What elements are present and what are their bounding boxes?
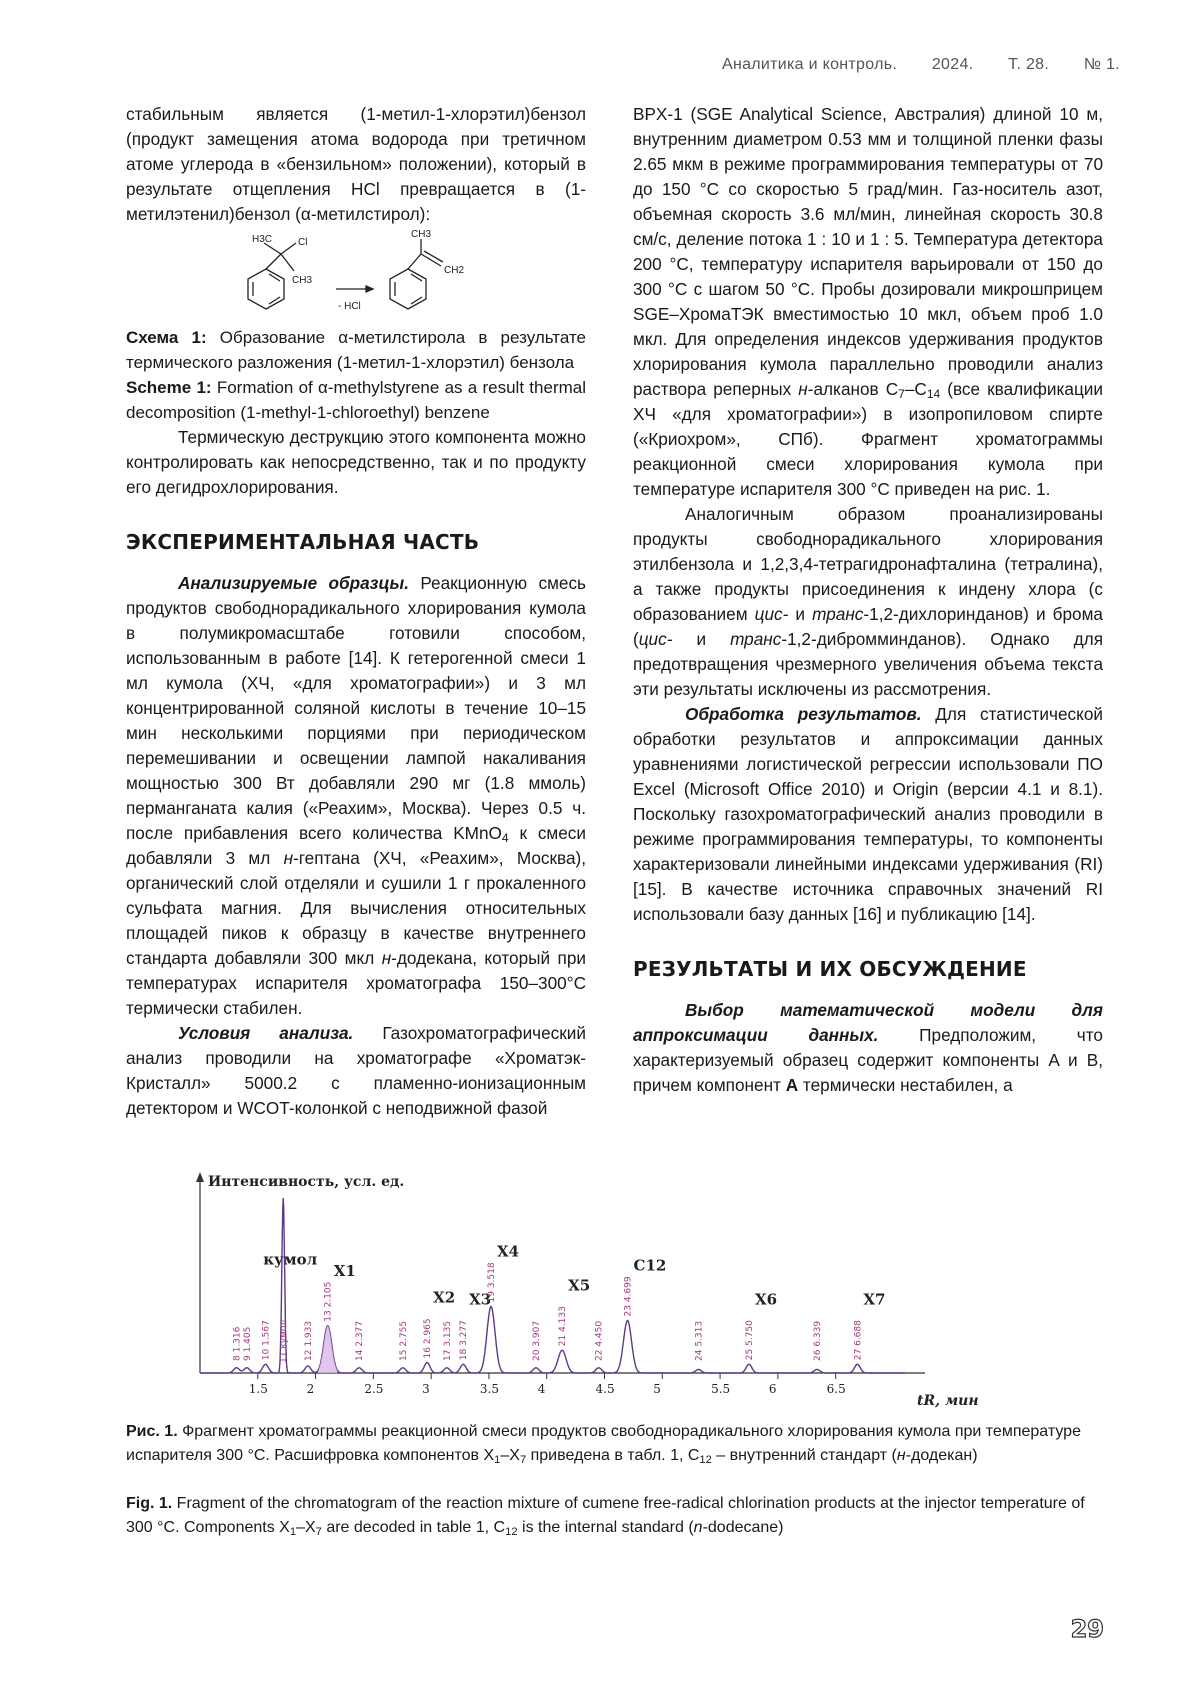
journal-year: 2024. — [931, 56, 974, 73]
peak-id-label: 20 3.907 — [531, 1320, 542, 1361]
x-tick-label: 4 — [537, 1382, 546, 1396]
peak-id-label: 26 6.339 — [813, 1320, 824, 1361]
peak-id-label: 13 2.105 — [323, 1281, 334, 1322]
scheme-ch3-label-a: CH3 — [292, 275, 313, 286]
x-tick-label: 6 — [768, 1382, 777, 1396]
column-params-paragraph: BPX-1 (SGE Analytical Science, Австралия) длиной 10 м, внутренним диаметром 0.53 мм и толщиной пленки фазы 2.65 мкм в режиме программирования температуры от 70 до 150 °С со скоростью 5 град/мин. Газ-носитель азот, объемная скорость 3.6 мл/мин, линейная скорость 30.8 см/с, деление потока 1 : 10 и 1 : 5. Температура детектора 200 °С, температуру испарителя варьировали от 150 до 300 °С с шагом 50 °С. Пробы дозировали микрошприцем SGE–ХромаТЭК вместимостью 10 мкл, объем проб 1.0 мкл. Для определения индексов удерживания продуктов хлорирования кумола параллельно проводили анализ раствора реперных н-алканов $C_7-C_{14}$ (все квалификации ХЧ «для хроматографии») в изопропиловом спирте («Криохром», СПб). Фрагмент хроматограммы реакционной смеси хлорирования кумола при температуре испарителя 300 °С приведен на рис. 1. — [633, 104, 1103, 499]
figure-caption-ru: Рис. 1. Фрагмент хроматограммы реакционной смеси продуктов свободнорадикального хлорирования кумола при температуре испарителя 300 °С. Расшифровка компонентов $X_1-X_7$ приведена в табл. 1, $C_{12}$ – внутренний стандарт (н-додекан) — [126, 1423, 1081, 1466]
peak-id-label: 16 2.965 — [423, 1318, 434, 1359]
section-heading-experimental: ЭКСПЕРИМЕНТАЛЬНАЯ ЧАСТЬ — [126, 530, 480, 554]
peak-label: X6 — [754, 1290, 778, 1309]
peak-id-label: 27 6.688 — [853, 1320, 864, 1361]
x-tick-label: 6.5 — [826, 1382, 846, 1396]
peak-label: C12 — [633, 1256, 667, 1275]
y-axis-arrow — [196, 1172, 204, 1182]
peak-id-label: 18 3.277 — [459, 1320, 470, 1361]
peak-label: X1 — [333, 1261, 356, 1280]
peak-id-label: 19 3.518 — [487, 1262, 498, 1303]
x-tick-label: 5.5 — [711, 1382, 731, 1396]
page-number: 29 — [1070, 1615, 1104, 1643]
scheme-ch2-label: CH2 — [444, 265, 465, 276]
peak-id-label: 9 1.405 — [242, 1326, 253, 1361]
chromatogram-chart — [180, 1168, 1040, 1408]
peak-label: X3 — [469, 1290, 492, 1309]
peak-id-label: 25 5.750 — [744, 1320, 755, 1361]
x-tick-label: 3 — [422, 1382, 430, 1396]
processing-paragraph: Обработка результатов. Для статистической обработки результатов и аппроксимации данных уравнениями логистической регрессии использовали ПО Excel (Microsoft Office 2010) и Origin (версии 4.1 и 8.1). Поскольку газохроматографический анализ проводили в режиме программирования температуры, то компоненты характеризовали линейными индексами удерживания (RI) [15]. В качестве источника справочных значений RI использовали базу данных [16] и публикацию [14]. — [633, 704, 1103, 924]
x-tick-label: 1.5 — [248, 1382, 268, 1396]
peak-id-label: 21 4.133 — [558, 1306, 569, 1347]
peak-label: X5 — [568, 1276, 591, 1295]
running-header — [692, 56, 1120, 74]
intro-paragraph: стабильным является (1-метил-1-хлорэтил)бензол (продукт замещения атома водорода при третичном атоме углерода в «бензильном» положении), который в результате отщепления HCl превращается в (1-метилэтенил)бензол (α-метилстирол): — [126, 104, 586, 224]
journal-issue: № 1. — [1083, 56, 1120, 73]
x1-peak-area — [318, 1326, 337, 1373]
peak-id-label: 12 1.933 — [303, 1320, 314, 1361]
peak-id-label: 22 4.450 — [594, 1320, 605, 1361]
reaction-scheme — [226, 229, 486, 321]
figure-caption-en: Fig. 1. Fragment of the chromatogram of the reaction mixture of cumene free-radical chlorination products at the injector temperature of 300 °C. Components $X_1-X_7$ are decoded in table 1, $C_{12}$ is the internal standard (n-dodecane) — [126, 1495, 1085, 1538]
samples-paragraph: Анализируемые образцы. Реакционную смесь продуктов свободнорадикального хлорирования кумола в полумикромасштабе готовили способом, использованным в работе [14]. К гетерогенной смеси 1 мл кумола (ХЧ, «для хроматографии») и 3 мл концентрированной соляной кислоты в течение 10–15 мин несколькими порциями при периодическом перемешивании и освещении лампой накаливания мощностью 300 Вт добавляли 290 мг (1.8 ммоль) перманганата калия («Реахим», Москва). Через 0.5 ч. после прибавления всего количества KMnO$_4$ к смеси добавляли 3 мл н-гептана (ХЧ, «Реахим», Москва), органический слой отделяли и сушили 1 г прокаленного сульфата магния. Для вычисления относительных площадей пиков к образцу в качестве внутреннего стандарта добавляли 300 мкл н-додекана, который при температурах испарителя хроматографа 150–300°С термически стабилен. — [126, 573, 587, 1018]
peak-id-label: 17 3.135 — [442, 1320, 453, 1361]
peak-id-label: 24 5.313 — [694, 1320, 705, 1361]
x-tick-label: 4.5 — [595, 1382, 615, 1396]
peak-id-label: 15 2.755 — [398, 1320, 409, 1361]
conditions-paragraph: Условия анализа. Газохроматографический анализ проводили на хроматографе «Хроматэк-Кристалл» 5000.2 с пламенно-ионизационным детектором и WCOT-колонкой с неподвижной фазой — [126, 1023, 586, 1118]
peak-id-label: 11 кумол — [279, 1319, 290, 1363]
peak-label: X4 — [497, 1242, 520, 1261]
journal-name: Аналитика и контроль. — [721, 56, 898, 73]
right-column — [633, 102, 1103, 1098]
x-tick-label: 2.5 — [364, 1382, 384, 1396]
peak-label: кумол — [263, 1250, 318, 1269]
x-tick-label: 3.5 — [479, 1382, 500, 1396]
journal-volume: Т. 28. — [1008, 56, 1050, 73]
x-axis-label: tR, мин — [917, 1393, 979, 1408]
section-heading-results: РЕЗУЛЬТАТЫ И ИХ ОБСУЖДЕНИЕ — [633, 957, 1027, 981]
destruction-paragraph: Термическую деструкцию этого компонента можно контролировать как непосредственно, так и по продукту его дегидрохлорирования. — [126, 427, 586, 497]
peak-label: X7 — [863, 1290, 886, 1309]
analogous-paragraph: Аналогичным образом проанализированы продукты свободнорадикального хлорирования этилбензола и 1,2,3,4-тетрагидронафталина (тетралина), а также продукты присоединения к индену хлора (с образованием цис- и транс-1,2-дихлоринданов) и брома (цис- и транс-1,2-дибромминданов). Однако для предотвращения чрезмерного увеличения объема текста эти результаты исключены из рассмотрения. — [633, 504, 1103, 699]
peak-id-label: 23 4.699 — [623, 1276, 634, 1317]
peak-id-label: 14 2.377 — [355, 1320, 366, 1361]
y-axis-label: Интенсивность, усл. ед. — [208, 1174, 405, 1190]
peak-id-label: 8 1.316 — [232, 1326, 243, 1361]
scheme-hcl-label: - HCl — [338, 301, 361, 312]
scheme-ch3-label-b: CH3 — [411, 229, 432, 240]
scheme-caption-ru: Схема 1: Образование α-метилстирола в результате термического разложения (1-метил-1-хлорэтил) бензола — [126, 328, 586, 372]
x-tick-label: 5 — [653, 1382, 661, 1396]
left-column — [126, 102, 586, 1121]
scheme-h3c-label: H3C — [252, 234, 273, 245]
x-tick-label: 2 — [306, 1382, 315, 1396]
peak-id-label: 10 1.567 — [261, 1320, 272, 1361]
peak-label: X2 — [433, 1288, 456, 1307]
model-paragraph: Выбор математической модели для аппроксимации данных. Предположим, что характеризуемый образец содержит компоненты A и B, причем компонент A термически нестабилен, а — [633, 1000, 1103, 1095]
scheme-cl-label: Cl — [298, 237, 308, 248]
scheme-caption-en: Scheme 1: Formation of α-methylstyrene as a result thermal decomposition (1-methyl-1-chloroethyl) benzene — [126, 378, 586, 422]
